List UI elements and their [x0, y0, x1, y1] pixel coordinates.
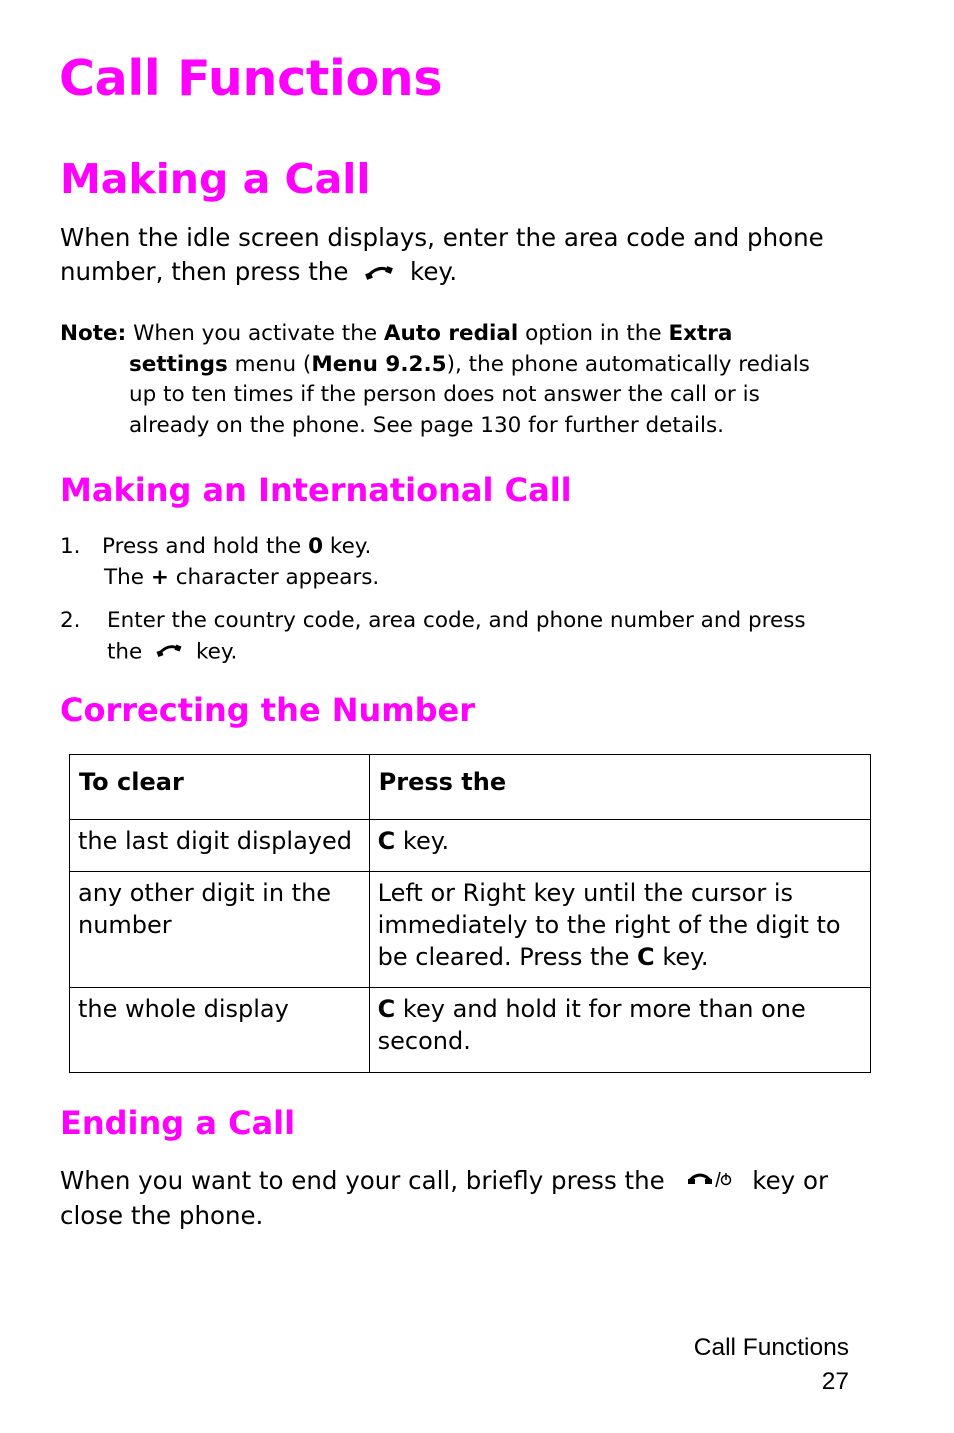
- footer-page-number: 27: [821, 1368, 849, 1395]
- end-power-key-icon: [687, 1165, 733, 1199]
- making-call-line-2: number, then press the key.: [60, 255, 880, 290]
- note-block: [60, 319, 880, 441]
- table-cell-clear: the last digit displayed: [70, 820, 370, 872]
- table-row: [70, 872, 871, 988]
- ending-call-line-2: close the phone.: [60, 1201, 264, 1230]
- column-header-to-clear: To clear: [70, 755, 370, 820]
- correcting-number-heading: Correcting the Number: [60, 691, 476, 729]
- note-line-3: up to ten times if the person does not answer the call or is: [129, 382, 760, 407]
- table-header-row: [70, 755, 871, 820]
- making-call-paragraph: [60, 221, 880, 290]
- table-row: [70, 820, 871, 872]
- note-line-4: already on the phone. See page 130 for further details.: [129, 412, 724, 438]
- step-1-number: 1.: [60, 534, 81, 559]
- table-cell-clear: any other digit in the number: [70, 872, 370, 988]
- international-call-heading: Making an International Call: [60, 471, 572, 509]
- step-2-line-1: Enter the country code, area code, and phone number and press: [107, 608, 806, 633]
- ending-call-paragraph: [60, 1164, 880, 1233]
- correcting-number-table: [69, 754, 871, 1073]
- table-row: [70, 988, 871, 1073]
- send-key-icon: [364, 256, 394, 290]
- note-label: Note:: [60, 321, 127, 346]
- column-header-press-the: Press the: [369, 755, 870, 820]
- send-key-icon: [155, 637, 183, 668]
- step-1: [60, 532, 890, 594]
- making-call-line-1: When the idle screen displays, enter the area code and phone: [60, 223, 824, 252]
- note-line-1: Note: When you activate the Auto redial option in the Extra: [60, 321, 733, 346]
- ending-call-line-1: When you want to end your call, briefly press the key or: [60, 1164, 880, 1199]
- making-call-heading: Making a Call: [60, 155, 371, 203]
- table-cell-clear: the whole display: [70, 988, 370, 1073]
- step-1-line-2: The + character appears.: [104, 565, 380, 590]
- step-1-line-1: Press and hold the 0 key.: [102, 534, 372, 559]
- ending-call-heading: Ending a Call: [60, 1104, 296, 1142]
- note-line-2: settings menu (Menu 9.2.5), the phone automatically redials: [129, 351, 810, 377]
- step-2-number: 2.: [60, 608, 81, 633]
- table-cell-press: Left or Right key until the cursor is immediately to the right of the digit to be cleared. Press the C key.: [369, 872, 870, 988]
- footer-section-title: Call Functions: [693, 1334, 849, 1361]
- step-2-line-2: the key.: [107, 637, 237, 668]
- table-cell-press: C key.: [369, 820, 870, 872]
- step-2: [60, 606, 890, 668]
- table-cell-press: C key and hold it for more than one second.: [369, 988, 870, 1073]
- page-title: Call Functions: [59, 50, 443, 107]
